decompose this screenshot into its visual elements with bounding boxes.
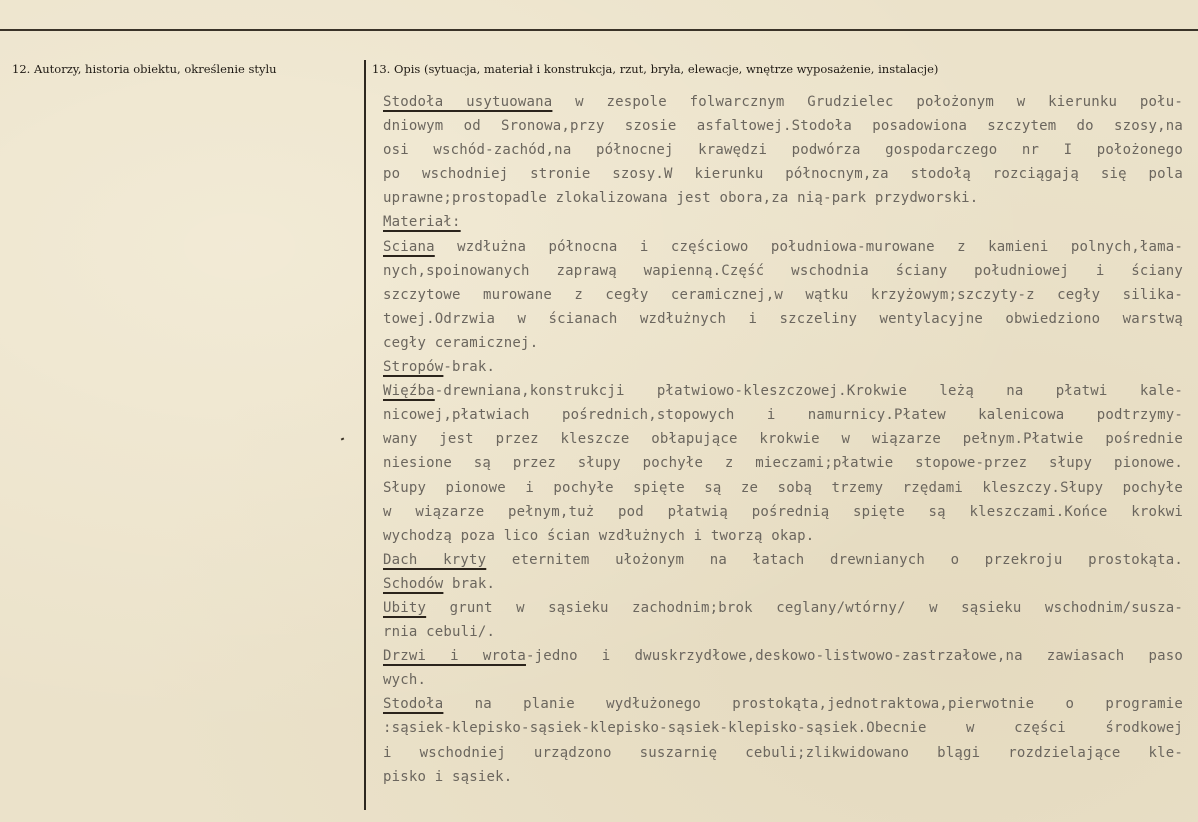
description-line	[383, 331, 1183, 355]
description-line	[383, 572, 1183, 596]
description-line	[383, 476, 1183, 500]
description-line	[383, 644, 1183, 668]
line-text: Słupy pionowe i pochyłe spięte są ze sobą trzemy rzędami kleszczy.Słupy pochyłe	[383, 479, 1183, 496]
line-text: nych,spoinowanych zaprawą wapienną.Część wschodnia ściany południowej i ściany	[383, 262, 1183, 279]
line-text: osi wschód-zachód,na północnej krawędzi podwórza gospodarczego nr I położonego	[383, 142, 1183, 159]
description-line	[383, 427, 1183, 451]
underlined-keyword: Materiał:	[383, 214, 461, 231]
section-13-header: 13. Opis (sytuacja, materiał i konstrukcja, rzut, bryła, elewacje, wnętrze wyposażenie, instalacje)	[372, 62, 939, 76]
description-line	[383, 210, 1183, 234]
description-line	[383, 114, 1183, 138]
underlined-keyword: Stodoła	[383, 696, 444, 713]
description-line	[383, 90, 1183, 114]
line-text: po wschodniej stronie szosy.W kierunku północnym,za stodołą rozciągają się pola	[383, 166, 1183, 183]
ink-speck	[341, 437, 345, 440]
underlined-keyword: Więźba	[383, 383, 435, 400]
description-line	[383, 668, 1183, 692]
line-text: :sąsiek-klepisko-sąsiek-klepisko-sąsiek-klepisko-sąsiek.Obecnie w części środkowej	[383, 720, 1183, 737]
line-text: i wschodniej urządzono suszarnię cebuli;zlikwidowano blągi rozdzielające kle-	[383, 744, 1183, 761]
section-12-header: 12. Autorzy, historia obiektu, określenie stylu	[12, 62, 277, 76]
description-line	[383, 451, 1183, 475]
line-text: -brak.	[443, 359, 496, 376]
description-line	[383, 138, 1183, 162]
line-text: brak.	[443, 575, 496, 592]
line-text: niesione są przez słupy pochyłe z mieczami;płatwie stopowe-przez słupy pionowe.	[383, 455, 1183, 472]
description-line	[383, 379, 1183, 403]
line-text: rnia cebuli/.	[383, 624, 496, 641]
line-text: szczytowe murowane z cegły ceramicznej,w wątku krzyżowym;szczyty-z cegły silika-	[383, 286, 1183, 303]
line-text: -jedno i dwuskrzydłowe,deskowo-listwowo-zastrzałowe,na zawiasach paso	[525, 648, 1183, 665]
line-text: w zespole folwarcznym Grudzielec położonym w kierunku połu-	[552, 94, 1183, 110]
description-line	[383, 355, 1183, 379]
line-text: eternitem ułożonym na łatach drewnianych o przekroju prostokąta.	[486, 551, 1183, 568]
line-text: w wiązarze pełnym,tuż pod płatwią pośrednią spięte są kleszczami.Końce krokwi	[383, 503, 1183, 520]
line-text: wany jest przez kleszcze obłapujące krokwie w wiązarze pełnym.Płatwie pośrednie	[383, 431, 1183, 448]
description-line	[383, 259, 1183, 283]
description-line	[383, 620, 1183, 644]
description-line	[383, 403, 1183, 427]
description-line	[383, 548, 1183, 572]
description-line	[383, 500, 1183, 524]
line-text: wzdłużna północna i częściowo południowa-murowane z kamieni polnych,łama-	[434, 238, 1183, 255]
underlined-keyword: Dach kryty	[383, 551, 487, 568]
description-line	[383, 186, 1183, 210]
description-line	[383, 596, 1183, 620]
line-text: wychodzą poza lico ścian wzdłużnych i tworzą okap.	[383, 527, 815, 544]
underlined-keyword: Stodoła usytuowana	[383, 94, 553, 110]
underlined-keyword: Sciana	[383, 238, 435, 255]
description-line	[383, 307, 1183, 331]
line-text: uprawne;prostopadle zlokalizowana jest obora,za nią-park przydworski.	[383, 190, 979, 207]
description-line	[383, 524, 1183, 548]
description-line	[383, 692, 1183, 716]
underlined-keyword: Stropów	[383, 359, 444, 376]
description-line	[383, 235, 1183, 259]
line-text: dniowym od Sronowa,przy szosie asfaltowej.Stodoła posadowiona szczytem do szosy,na	[383, 118, 1183, 135]
column-divider	[364, 60, 366, 810]
underlined-keyword: Ubity	[383, 599, 427, 616]
description-text	[383, 90, 1183, 789]
line-text: towej.Odrzwia w ścianach wzdłużnych i szczeliny wentylacyjne obwiedziono warstwą	[383, 310, 1183, 327]
description-line	[383, 716, 1183, 740]
underlined-keyword: Drzwi i wrota	[383, 648, 526, 665]
line-text: na planie wydłużonego prostokąta,jednotraktowa,pierwotnie o programie	[443, 696, 1183, 713]
description-line	[383, 162, 1183, 186]
underlined-keyword: Schodów	[383, 575, 444, 592]
line-text: nicowej,płatwiach pośrednich,stopowych i namurnicy.Płatew kalenicowa podtrzymy-	[383, 407, 1183, 424]
description-line	[383, 741, 1183, 765]
line-text: grunt w sąsieku zachodnim;brok ceglany/wtórny/ w sąsieku wschodnim/susza-	[426, 599, 1183, 616]
line-text: wych.	[383, 672, 427, 689]
description-line	[383, 283, 1183, 307]
line-text: cegły ceramicznej.	[383, 334, 539, 351]
line-text: pisko i sąsiek.	[383, 768, 513, 785]
description-line	[383, 765, 1183, 789]
top-border-line	[0, 29, 1198, 31]
line-text: -drewniana,konstrukcji płatwiowo-kleszczowej.Krokwie leżą na płatwi kale-	[434, 383, 1183, 400]
